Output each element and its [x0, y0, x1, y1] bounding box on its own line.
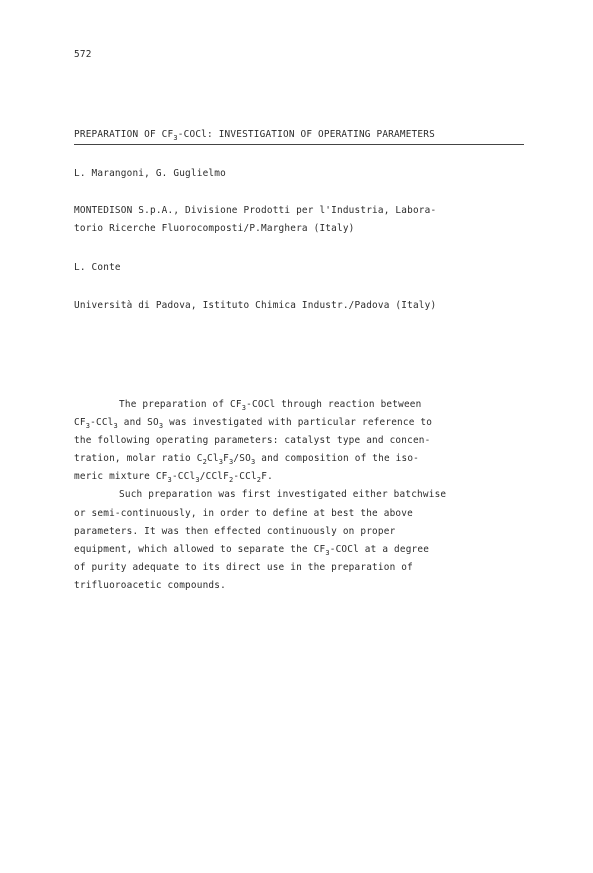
authors-line-2: L. Conte [74, 262, 121, 273]
abstract [74, 396, 524, 595]
paper-title [74, 129, 435, 140]
abstract-line: parameters. It was then effected continuously on proper [74, 525, 396, 537]
title-underline [74, 144, 524, 145]
affiliation-1-line-2: torio Ricerche Fluorocomposti/P.Marghera (Italy) [74, 223, 355, 234]
abstract-line: trifluoroacetic compounds. [74, 579, 226, 591]
abstract-line: of purity adequate to its direct use in the preparation of [74, 561, 413, 573]
affiliation-2: Università di Padova, Istituto Chimica Industr./Padova (Italy) [74, 300, 437, 311]
abstract-line: $CF_3-CCl_3$ and $SO_3$ was investigated with particular reference to [74, 417, 433, 431]
affiliation-1-line-1: MONTEDISON S.p.A., Divisione Prodotti per l'Industria, Labora- [74, 205, 437, 216]
abstract-line: or semi-continuously, in order to define at best the above [74, 507, 413, 519]
abstract-line: equipment, which allowed to separate the $CF_3$-COCl at a degree [74, 543, 430, 557]
abstract-line: The preparation of $CF_3$-COCl through reaction between [119, 399, 422, 412]
abstract-line: tration, molar ratio $C_2Cl_3F_3/SO_3$ and composition of the iso- [74, 453, 420, 467]
page-number: 572 [74, 49, 92, 60]
abstract-line: meric mixture $CF_3-CCl_3/CClF_2-CCl_2F$. [74, 471, 273, 485]
abstract-line: the following operating parameters: catalyst type and concen- [74, 435, 431, 447]
title-text: PREPARATION OF $CF_3$-COCl: INVESTIGATION OF OPERATING PARAMETERS [74, 129, 435, 142]
authors-line-1: L. Marangoni, G. Guglielmo [74, 168, 226, 179]
abstract-line: Such preparation was first investigated either batchwise [119, 489, 447, 501]
